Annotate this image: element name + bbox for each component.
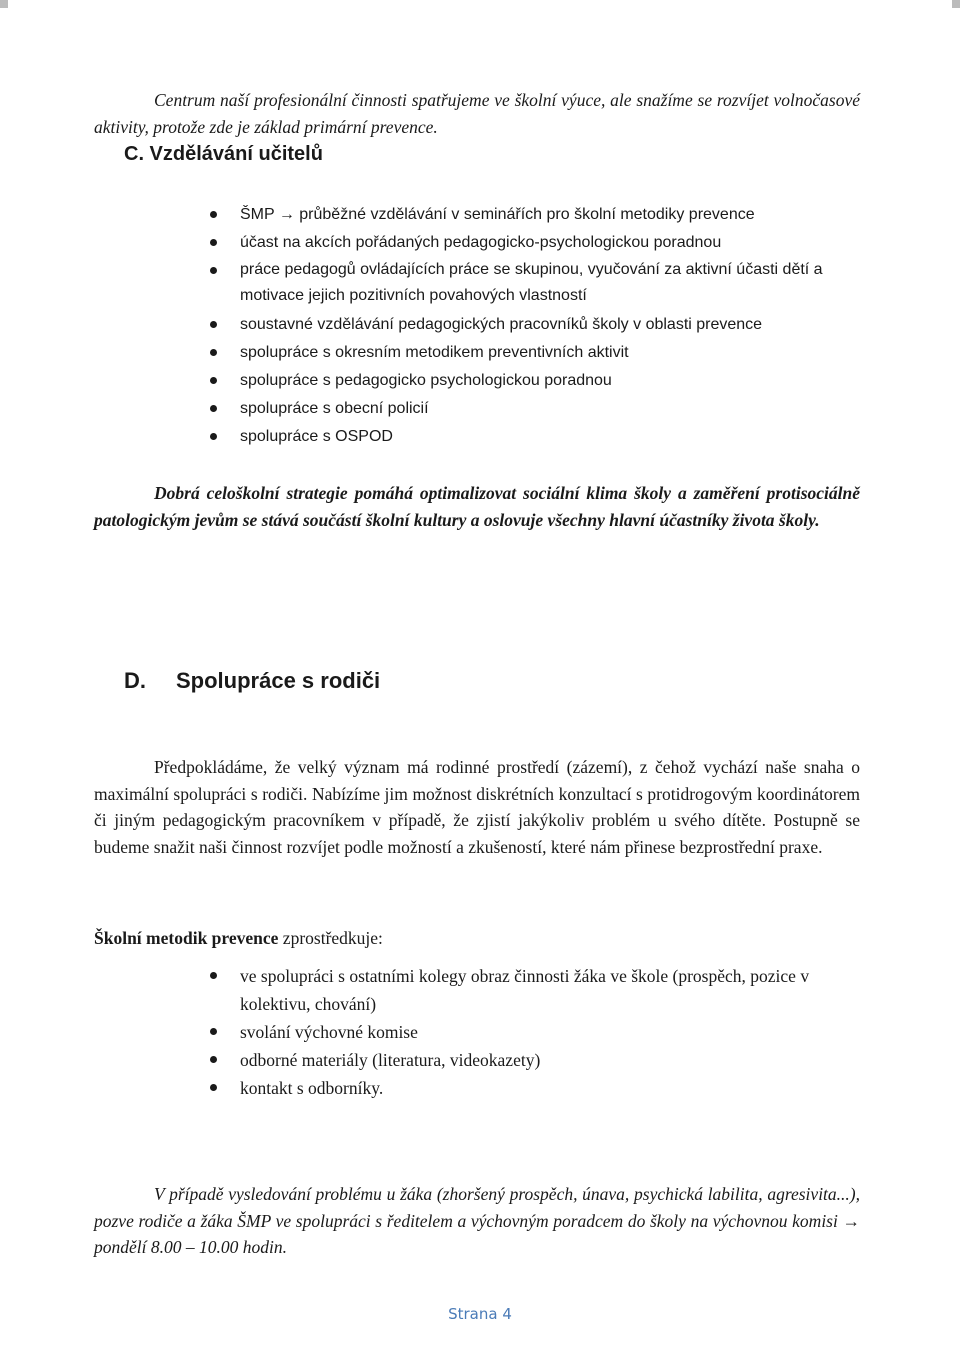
- page-number: Strana 4: [448, 1305, 512, 1323]
- list-item: ŠMP → průběžné vzdělávání v seminářích pro školní metodiky prevence: [94, 201, 860, 229]
- metodik-label: Školní metodik prevence: [94, 928, 279, 948]
- intro-paragraph: Centrum naší profesionální činnosti spatřujeme ve školní výuce, ale snažíme se rozvíjet volnočasové aktivity, protože zde je základ primární prevence.: [94, 90, 860, 137]
- section-d-number: D.: [124, 668, 146, 693]
- section-c-summary: Dobrá celoškolní strategie pomáhá optimalizovat sociální klima školy a zaměření protisociálně patologickým jevům se stává součástí školní kultury a oslovuje všechny hlavní účastníky života školy.: [94, 483, 860, 530]
- list-item: spolupráce s OSPOD: [94, 423, 860, 451]
- closing-paragraph: V případě vysledování problému u žáka (zhoršený prospěch, únava, psychická labilita, agresivita...), pozve rodiče a žáka ŠMP ve spolupráci s ředitelem a výchovným poradcem do školy na výchovnou komisi → pondělí 8.00 – 10.00 hodin.: [94, 1184, 860, 1257]
- section-d-list: [94, 962, 860, 1102]
- section-c-heading: C. Vzdělávání učitelů: [124, 143, 323, 165]
- section-c-list: [94, 201, 860, 451]
- section-d-heading: [124, 668, 380, 694]
- list-item: soustavné vzdělávání pedagogických pracovníků školy v oblasti prevence: [94, 311, 860, 339]
- list-item: odborné materiály (literatura, videokazety): [94, 1046, 860, 1074]
- list-item: svolání výchovné komise: [94, 1018, 860, 1046]
- section-d-paragraph: Předpokládáme, že velký význam má rodinné prostředí (zázemí), z čehož vychází naše snaha o maximální spolupráci s rodiči. Nabízíme jim možnost diskrétních konzultací s protidrogovým koordinátorem či jiným pedagogickým pracovníkem v případě, že zjistí jakýkoliv problém u svého dítěte. Postupně se budeme snažit naši činnost rozvíjet podle možností a zkušeností, které nám přinese bezprostřední praxe.: [94, 757, 860, 857]
- list-item: práce pedagogů ovládajících práce se skupinou, vyučování za aktivní účasti dětí a motivace jejich pozitivních povahových vlastností: [94, 257, 860, 309]
- list-item: kontakt s odborníky.: [94, 1074, 860, 1102]
- list-item: ve spolupráci s ostatními kolegy obraz činnosti žáka ve škole (prospěch, pozice v kolektivu, chování): [94, 962, 860, 1018]
- corner-mark-right: [952, 0, 960, 8]
- metodik-line: [94, 925, 860, 952]
- list-item: účast na akcích pořádaných pedagogicko-psychologickou poradnou: [94, 229, 860, 257]
- section-d-title: Spolupráce s rodiči: [176, 668, 381, 693]
- list-item: spolupráce s pedagogicko psychologickou poradnou: [94, 367, 860, 395]
- corner-mark-left: [0, 0, 8, 8]
- metodik-suffix: zprostředkuje:: [278, 928, 383, 948]
- list-item: spolupráce s obecní policií: [94, 395, 860, 423]
- list-item: spolupráce s okresním metodikem preventivních aktivit: [94, 339, 860, 367]
